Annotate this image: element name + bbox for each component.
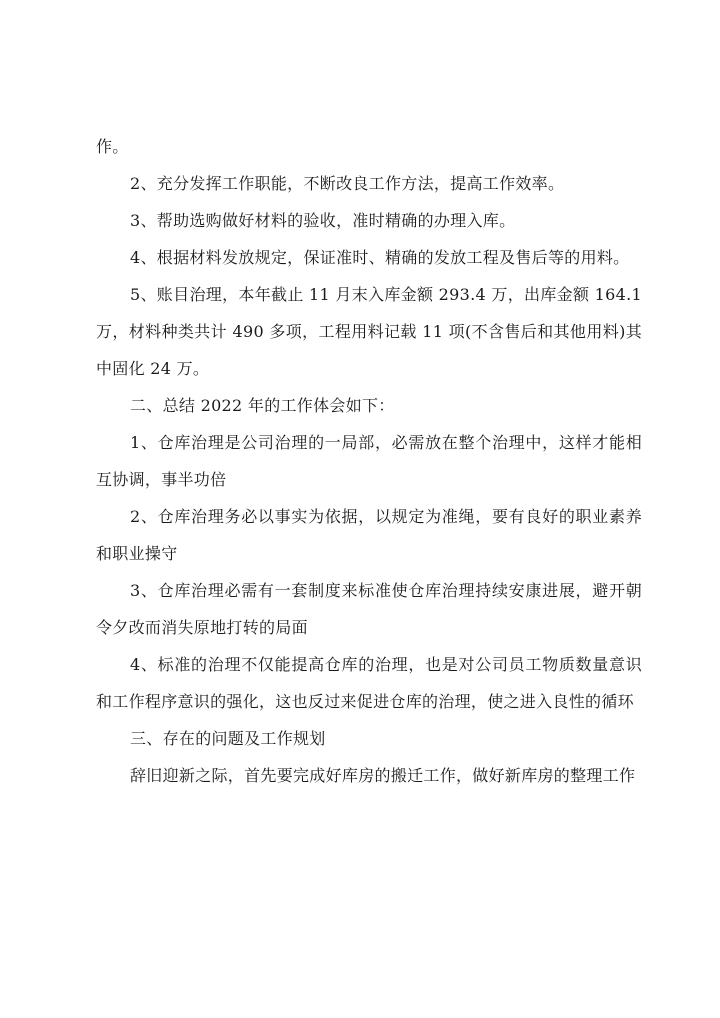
paragraph-lesson-3: 3、仓库治理必需有一套制度来标准使仓库治理持续安康进展，避开朝令夕改而消失原地打转的局面 bbox=[96, 581, 642, 637]
paragraph-lesson-2: 2、仓库治理务必以事实为依据，以规定为准绳，要有良好的职业素养和职业操守 bbox=[96, 507, 642, 563]
document-body bbox=[96, 128, 642, 794]
paragraph-plan: 辞旧迎新之际，首先要完成好库房的搬迁工作，做好新库房的整理工作 bbox=[130, 766, 636, 785]
paragraph-lesson-4: 4、标准的治理不仅能提高仓库的治理，也是对公司员工物质数量意识和工作程序意识的强化，这也反过来促进仓库的治理，使之进入良性的循环 bbox=[96, 655, 642, 711]
section-heading-2: 二、总结 2022 年的工作体会如下： bbox=[130, 396, 395, 415]
paragraph-item-2: 2、充分发挥工作职能，不断改良工作方法，提高工作效率。 bbox=[130, 174, 565, 193]
paragraph-continuation: 作。 bbox=[96, 137, 129, 156]
paragraph-item-4: 4、根据材料发放规定，保证准时、精确的发放工程及售后等的用料。 bbox=[130, 248, 630, 267]
paragraph-item-3: 3、帮助选购做好材料的验收，准时精确的办理入库。 bbox=[130, 211, 516, 230]
section-heading-3: 三、存在的问题及工作规划 bbox=[130, 729, 326, 748]
paragraph-lesson-1: 1、仓库治理是公司治理的一局部，必需放在整个治理中，这样才能相互协调，事半功倍 bbox=[96, 433, 642, 489]
paragraph-item-5: 5、账目治理，本年截止 11 月末入库金额 293.4 万，出库金额 164.1 万，材料种类共计 490 多项，工程用料记载 11 项(不含售后和其他用料)其中固化 24 万。 bbox=[96, 285, 642, 378]
